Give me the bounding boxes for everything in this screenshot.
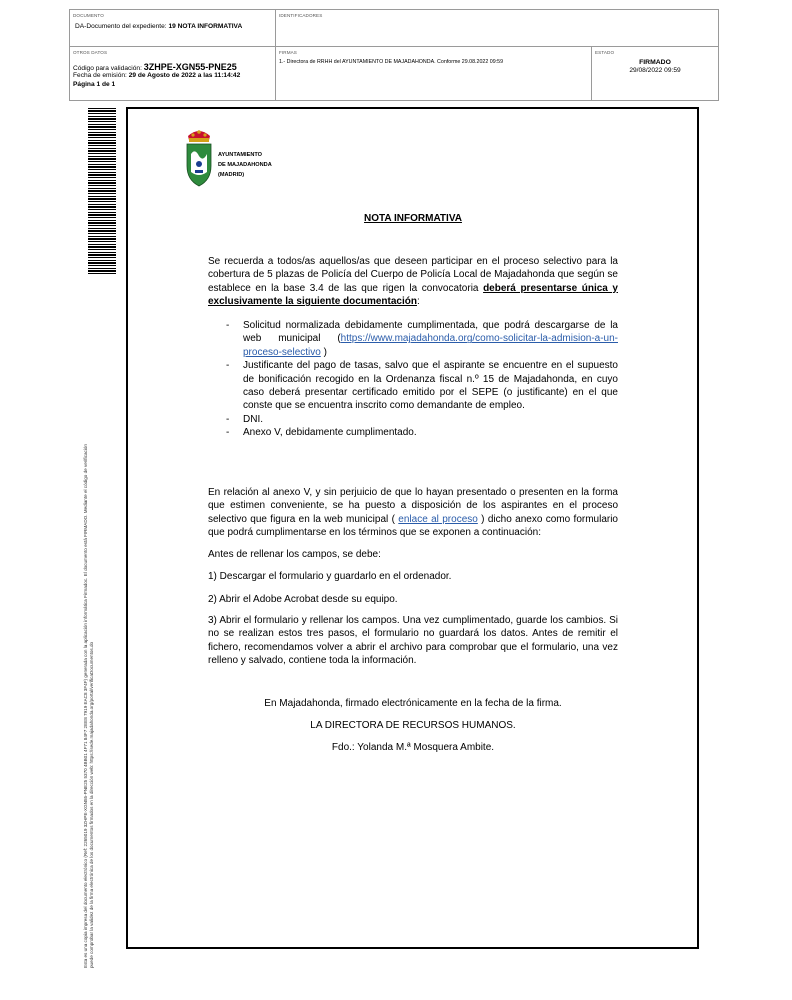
annex-paragraph: En relación al anexo V, y sin perjuicio de que lo hayan presentado o presenten en la forma que estimen conveniente, se ha puesto a disposición de los aspirantes en el proceso selectivo que figura en la web municipal ( enlace al proceso ) dicho anexo como formulario que podrá cumplimentarse en los términos que se exponen a continuación: bbox=[208, 487, 618, 539]
step-1: 1) Descargar el formulario y guardarlo en el ordenador. bbox=[208, 571, 452, 582]
identificadores-cell bbox=[276, 10, 718, 47]
barcode-icon bbox=[88, 108, 116, 274]
steps-intro: Antes de rellenar los campos, se debe: bbox=[208, 549, 381, 560]
documento-label: DOCUMENTO bbox=[73, 13, 104, 18]
step-3: 3) Abrir el formulario y rellenar los campos. Una vez cumplimentado, guarde los cambios. Si no se realizan estos tres pasos, el formulario no guardará los datos. Antes de remitir el fichero, recomendamos volver a abrir el archivo para comprobar que el formulario, una vez relleno y salvado, contiene toda la información. bbox=[208, 615, 618, 667]
signature-role: LA DIRECTORA DE RECURSOS HUMANOS. bbox=[310, 720, 516, 731]
list-item: - Solicitud normalizada debidamente cumplimentada, que podrá descargarse de la web municipal (https://www.majadahonda.org/como-solicitar-la-admision-a-un-proceso-selectivo ) bbox=[226, 319, 618, 359]
firmas-cell bbox=[276, 47, 592, 100]
list-item: - Anexo V, debidamente cumplimentado. bbox=[226, 426, 618, 439]
intro-paragraph: Se recuerda a todos/as aquellos/as que deseen participar en el proceso selectivo para la cobertura de 5 plazas de Policía del Cuerpo de Policía Local de Majadahonda que según se establece en la base 3.4 de las que rigen la convocatoria deberá presentarse única y exclusivamente la siguiente documentación: bbox=[208, 256, 618, 308]
estado-value: FIRMADO bbox=[639, 59, 671, 66]
documento-value: DA-Documento del expediente: 19 NOTA INFORMATIVA bbox=[75, 23, 243, 30]
firmas-label: FIRMAS bbox=[279, 50, 297, 55]
estado-cell bbox=[592, 47, 718, 100]
document-header-table bbox=[69, 9, 719, 101]
step-2: 2) Abrir el Adobe Acrobat desde su equipo. bbox=[208, 594, 398, 605]
firmas-value: 1.- Directora de RRHH del AYUNTAMIENTO DE MAJADAHONDA. Conforme 29.08.2022 09:59 bbox=[279, 59, 504, 65]
otros-datos-cell bbox=[70, 47, 276, 100]
process-link[interactable]: enlace al proceso bbox=[398, 513, 478, 525]
codigo-validacion: Código para validación: 3ZHPE-XGN55-PNE25 bbox=[73, 62, 237, 72]
otros-datos-label: OTROS DATOS bbox=[73, 50, 108, 55]
signature-place: En Majadahonda, firmado electrónicamente en la fecha de la firma. bbox=[264, 698, 562, 709]
coat-of-arms-icon bbox=[183, 126, 215, 188]
list-item: - Justificante del pago de tasas, salvo que el aspirante se encuentre en el supuesto de bonificación recogido en la Ordenanza fiscal n.º 15 de Majadahonda, en cuyo caso deberá presentar certificado emitido por el SEPE (o justificante) en el que conste que se encuentra inscrito como demandante de empleo. bbox=[226, 359, 618, 413]
organization-name: AYUNTAMIENTO DE MAJADAHONDA (MADRID) bbox=[218, 152, 272, 178]
list-item: - DNI. bbox=[226, 413, 618, 426]
intro-emphasis: deberá presentarse única y exclusivamente la siguiente documentación bbox=[208, 282, 618, 308]
pagina: Página 1 de 1 bbox=[73, 81, 116, 88]
documento-cell bbox=[70, 10, 276, 47]
signature-name: Fdo.: Yolanda M.ª Mosquera Ambite. bbox=[331, 742, 495, 753]
codigo-value[interactable]: 3ZHPE-XGN55-PNE25 bbox=[143, 62, 237, 72]
verification-side-text: Esta es una copia impresa del documento electrónico (Ref: 2265019 3ZHPE-XGN55-PNE25 5370 4BB01 4F71 84F7 2EE8 7919 EAC8 3F4F) generada con la aplicación informática Firmadoc. El documento está FIRMADO. Mediante el código de verificación puede comprobar la validez de la firma electrónica de los documentos firmados en la dirección web: https://sede.majadahonda.org/portal/verificaDocumentos.do bbox=[83, 444, 94, 968]
requirements-list bbox=[226, 319, 618, 440]
page-title: NOTA INFORMATIVA bbox=[364, 213, 462, 224]
estado-date: 29/08/2022 09:59 bbox=[629, 67, 681, 74]
admission-link[interactable]: https://www.majadahonda.org/como-solicitar-la-admision-a-un-proceso-selectivo bbox=[243, 333, 618, 358]
fecha-emision: Fecha de emisión: 29 de Agosto de 2022 a las 11:14:42 bbox=[73, 72, 241, 79]
identificadores-label: IDENTIFICADORES bbox=[279, 13, 323, 18]
estado-label: ESTADO bbox=[595, 50, 615, 55]
